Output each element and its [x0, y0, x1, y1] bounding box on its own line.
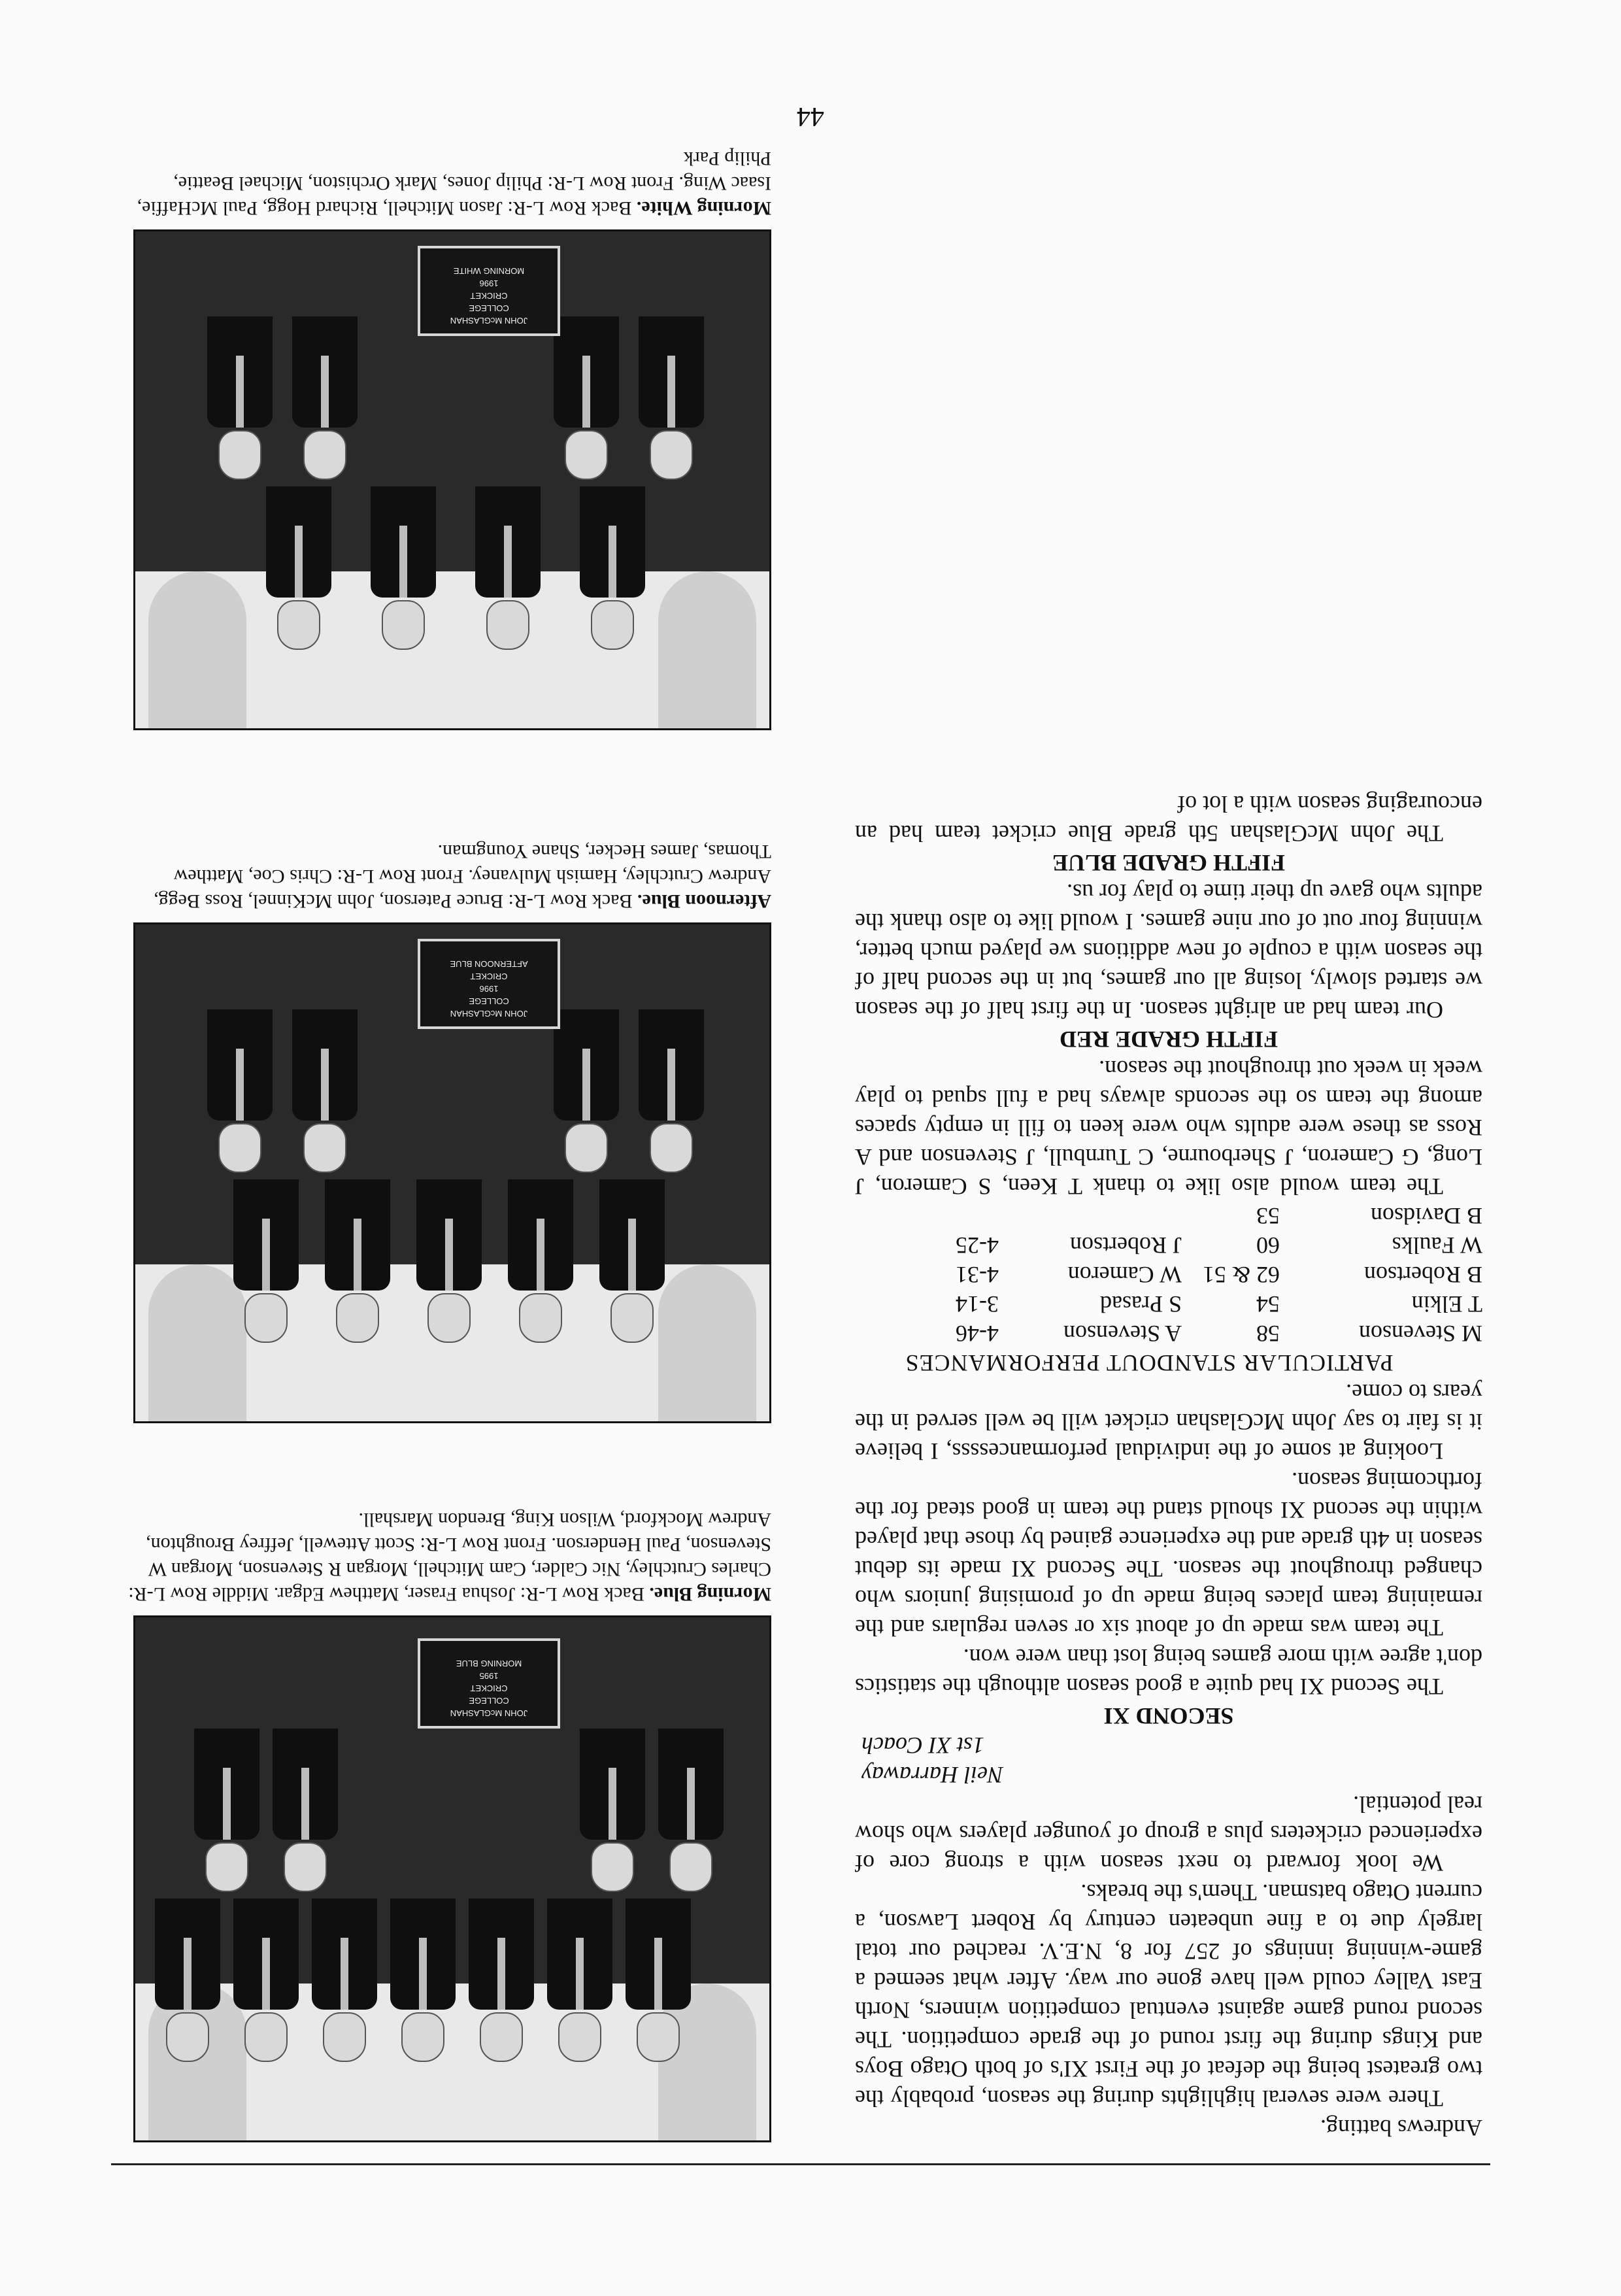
- second-xi-heading: SECOND XI: [1103, 1703, 1234, 1729]
- second-xi-paragraph-2: The team was made up of about six or seven regulars and the remaining team places being made up of promising juniors who changed throughout the season. The Second XI made its debut season in 4th grade and the experience gained by those that played within the second XI should stand the team in good stead for the forthcoming season.: [855, 1468, 1482, 1641]
- photo-block-morning-blue: [124, 1507, 771, 2142]
- photo-caption: [124, 146, 771, 220]
- photo-caption: [124, 839, 771, 913]
- team-name-board: JOHN McGLASHAN COLLEGE 1996 CRICKET AFTERNOON BLUE: [418, 939, 560, 1029]
- photo-back-row: [161, 1173, 743, 1343]
- photo-block-morning-white: [124, 146, 771, 730]
- table-row: [894, 1289, 1482, 1319]
- figures-cell: [894, 1201, 999, 1230]
- bowler-cell: [999, 1201, 1182, 1230]
- fifth-grade-blue-heading: FIFTH GRADE BLUE: [1052, 850, 1286, 876]
- fifth-grade-red-paragraph: Our team had an alright season. In the first half of the season we started slowly, losing all our games, but in the second half of the season with a couple of new additions we played much better, winning four out of our nine games. I would like to also thank the adults who gave up their time to play for us.: [855, 879, 1482, 1023]
- runs-cell: 60: [1256, 1232, 1280, 1258]
- batsman-cell: B Davidson: [1371, 1203, 1482, 1229]
- caption-title: Afternoon Blue.: [637, 890, 771, 912]
- batsman-cell: W Faulks: [1392, 1232, 1482, 1258]
- highlights-paragraph: There were several highlights during the season, probably the two greatest being the defeat of the First XI's of both Otago Boys and Kings during the first round of the grade competition. The second round game against eventual competition winners, North East Valley could well have gone our way. After what seemed a game-winning innings of 257 for 8, N.E.V. reached our total largely due to a fine unbeaten century by Robert Lawson, a current Otago batsman. Them's the breaks.: [855, 1880, 1482, 2112]
- caption-text: Back Row L-R: Bruce Paterson, John McKinnel, Ross Begg, Andrew Crutchley, Hamish Mulvaney. Front Row L-R: Chris Coe, Matthew Thomas, James Hecker, Shane Youngman.: [154, 841, 771, 912]
- batsman-cell: B Robertson: [1363, 1262, 1482, 1288]
- photo-block-afternoon-blue: [124, 839, 771, 1423]
- table-row: [894, 1260, 1482, 1289]
- runs-cell: 54: [1256, 1291, 1280, 1317]
- team-photo: [133, 229, 771, 730]
- second-xi-paragraph-1: The Second XI had quite a good season although the statistics don't agree with more games being lost than were won.: [855, 1644, 1482, 1700]
- table-row: [894, 1319, 1482, 1348]
- bowler-cell: W Cameron: [1067, 1262, 1182, 1288]
- photo-back-row: [161, 1892, 743, 2062]
- caption-title: Morning Blue.: [649, 1583, 771, 1605]
- runs-cell: 58: [1256, 1321, 1280, 1347]
- bowler-cell: S Prasad: [1100, 1291, 1182, 1317]
- outlook-paragraph: We look forward to next season with a strong core of experienced cricketers plus a group of younger players who show real potential.: [855, 1791, 1482, 1876]
- caption-text: Back Row L-R: Joshua Fraser, Matthew Edgar. Middle Row L-R: Charles Crutchley, Nic Calder, Cam Mitchell, Morgan R Stevenson, Morgan W Stevenson, Paul Henderson. Front Row L-R: Scott Attewell, Jeffrey Broughton, Andrew Mockford, Wilson King, Brendon Marshall.: [128, 1509, 771, 1605]
- text-column: [855, 789, 1482, 2142]
- batsman-cell: M Stevenson: [1359, 1321, 1482, 1347]
- table-row: [894, 1230, 1482, 1260]
- figures-cell: 4-46: [956, 1321, 999, 1347]
- figures-cell: 4-25: [956, 1232, 999, 1258]
- table-row: [894, 1201, 1482, 1230]
- intro-tail: Andrews batting.: [1320, 2115, 1482, 2141]
- bowler-cell: A Stevenson: [1063, 1321, 1182, 1347]
- team-name-board: JOHN McGLASHAN COLLEGE CRICKET 1996 MORNING WHITE: [418, 246, 560, 336]
- photo-back-row: [161, 480, 743, 650]
- team-name-board: JOHN McGLASHAN COLLEGE CRICKET 1995 MORNING BLUE: [418, 1638, 560, 1729]
- second-xi-paragraph-3: Looking at some of the individual performancessss, I believe it is fair to say John McGlashan cricket will be well served in the years to come.: [855, 1379, 1482, 1464]
- fifth-grade-blue-paragraph: The John McGlashan 5th grade Blue cricket team had an encouraging season with a lot of: [855, 791, 1482, 847]
- page-number: 44: [797, 101, 824, 131]
- photo-caption: [124, 1507, 771, 1606]
- figures-cell: 3-14: [956, 1291, 999, 1317]
- caption-title: Morning White.: [636, 197, 771, 219]
- top-rule: [111, 2163, 1490, 2165]
- performances-heading: PARTICULAR STANDOUT PERFORMANCES: [905, 1350, 1394, 1376]
- runs-cell: 53: [1256, 1203, 1280, 1229]
- figures-cell: 4-31: [956, 1262, 999, 1288]
- team-photo: [133, 1615, 771, 2142]
- runs-cell: 62 & 51: [1202, 1262, 1280, 1288]
- thanks-paragraph: The team would also like to thank T Keen, S Cameron, J Long, G Cameron, J Sherbourne, C Turnbull, J Stevenson and A Ross as these were adults who were keen to fill in empty spaces among the team so the seconds always had a full squad to play week in week out throughout the season.: [855, 1056, 1482, 1200]
- team-photo: [133, 922, 771, 1423]
- batsman-cell: T Elkin: [1411, 1291, 1482, 1317]
- performances-table: [894, 1201, 1482, 1348]
- bowler-cell: J Robertson: [1070, 1232, 1182, 1258]
- caption-text: Back Row L-R: Jason Mitchell, Richard Hogg, Paul McHaffie, Isaac Wing. Front Row L-R: Philip Jones, Mark Orchiston, Michael Beattie, Philip Park: [137, 148, 771, 219]
- fifth-grade-red-heading: FIFTH GRADE RED: [1059, 1026, 1278, 1053]
- coach-name: Neil Harraway: [861, 1762, 1004, 1788]
- coach-title: 1st XI Coach: [861, 1732, 984, 1759]
